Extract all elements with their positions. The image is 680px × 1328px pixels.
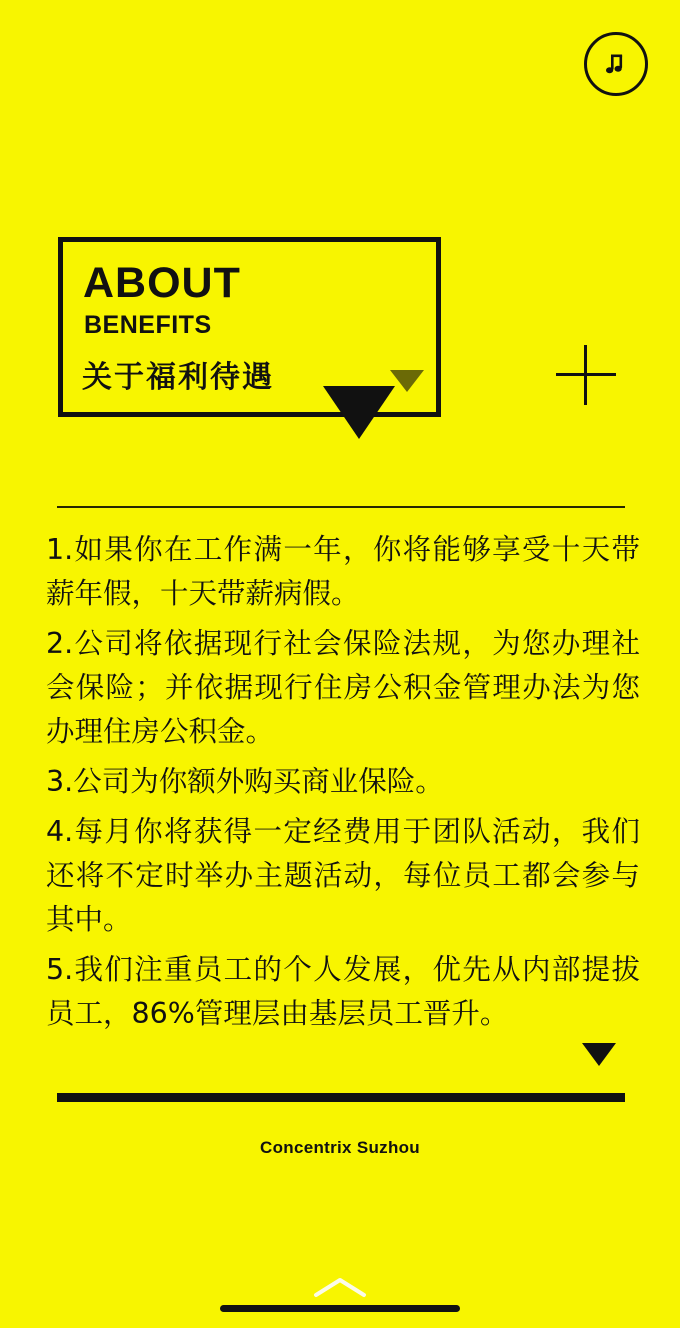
page-subtitle: BENEFITS	[84, 311, 212, 339]
triangle-down-icon	[582, 1043, 616, 1066]
list-item: 4.每月你将获得一定经费用于团队活动，我们还将不定时举办主题活动，每位员工都会参与其中。	[46, 815, 640, 936]
footer-text: Concentrix Suzhou	[260, 1138, 420, 1157]
chevron-up-icon[interactable]	[310, 1275, 370, 1299]
page-title-cn: 关于福利待遇	[82, 361, 274, 394]
triangle-down-icon	[323, 386, 395, 439]
list-item: 2.公司将依据现行社会保险法规，为您办理社会保险；并依据现行住房公积金管理办法为您办理住房公积金。	[46, 627, 640, 748]
plus-icon	[556, 345, 616, 405]
bottom-rule	[57, 1093, 625, 1102]
list-item: 5.我们注重员工的个人发展，优先从内部提拔员工，86%管理层由基层员工晋升。	[46, 953, 640, 1030]
list-item: 1.如果你在工作满一年，你将能够享受十天带薪年假，十天带薪病假。	[46, 533, 640, 610]
home-indicator[interactable]	[220, 1305, 460, 1312]
triangle-down-icon	[390, 370, 424, 392]
music-toggle-button[interactable]	[584, 32, 648, 96]
divider	[57, 506, 625, 508]
page-title: ABOUT	[83, 259, 241, 307]
list-item: 3.公司为你额外购买商业保险。	[46, 765, 444, 798]
music-note-icon	[602, 50, 630, 78]
benefits-list	[46, 528, 640, 1042]
